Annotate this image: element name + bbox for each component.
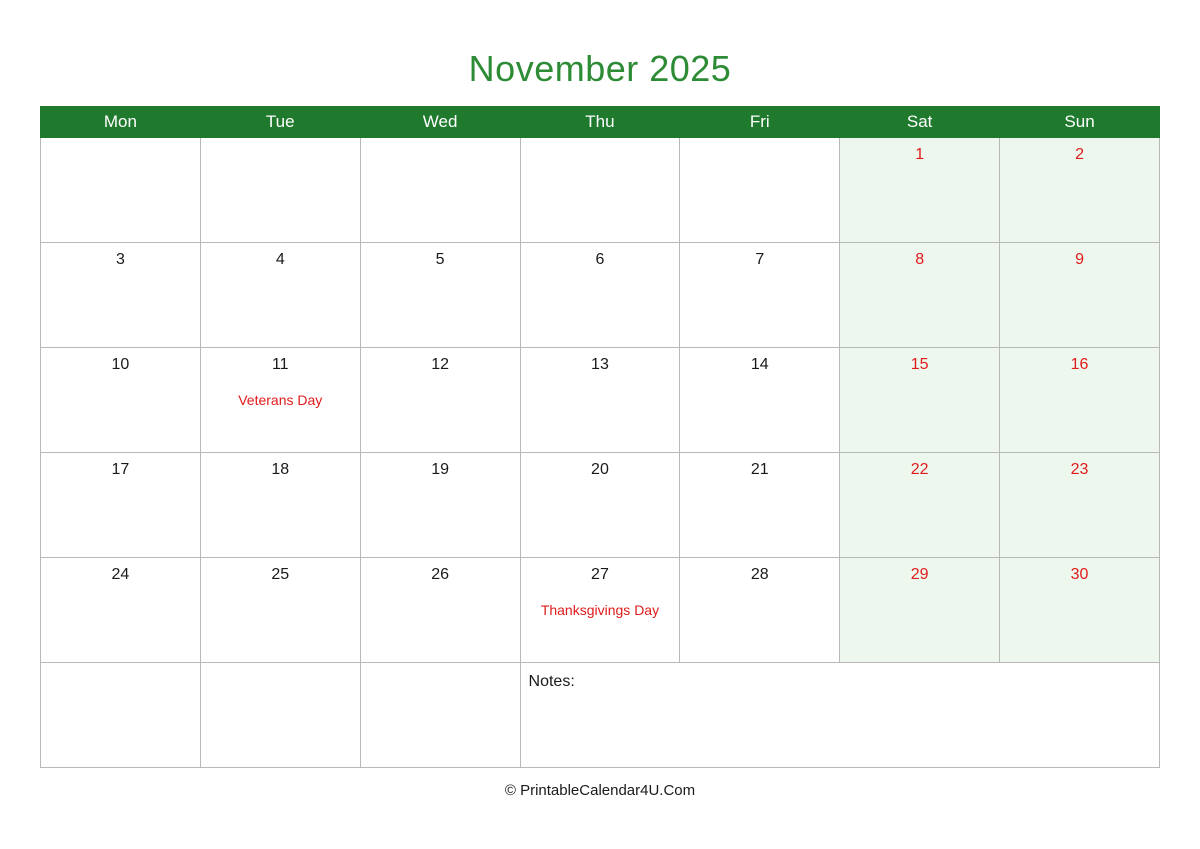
day-event [680,269,839,285]
day-cell[interactable] [360,453,520,558]
page-title: November 2025 [468,48,732,89]
day-event: Thanksgivings Day [540,601,660,618]
day-number: 6 [595,251,605,268]
day-cell[interactable] [520,558,680,663]
weekday-header-tue: Tue [200,107,360,138]
day-number: 1 [915,146,925,163]
day-number: 27 [591,566,609,583]
weekday-header-row [41,107,1160,138]
day-cell[interactable] [360,243,520,348]
day-number: 5 [435,251,445,268]
day-event [41,584,200,600]
weekday-header-sat: Sat [840,107,1000,138]
day-cell[interactable] [360,558,520,663]
day-cell[interactable] [840,138,1000,243]
day-number: 19 [431,461,449,478]
day-cell[interactable] [200,348,360,453]
day-number: 11 [271,356,289,373]
notes-row [41,663,1160,768]
day-event [840,164,999,180]
day-event [41,374,200,390]
day-event [1000,269,1159,285]
calendar-week-row [41,348,1160,453]
notes-blank-cell[interactable] [41,663,201,768]
day-event [41,479,200,495]
day-event [680,584,839,600]
calendar-week-row [41,243,1160,348]
notes-area[interactable] [520,663,1159,768]
day-event [521,146,680,162]
weekday-header-fri: Fri [680,107,840,138]
day-number: 26 [431,566,449,583]
day-cell[interactable] [360,348,520,453]
day-number: 2 [1075,146,1084,163]
day-cell[interactable] [1000,138,1160,243]
day-number: 14 [750,356,769,373]
day-number: 24 [111,566,130,583]
day-cell[interactable] [680,138,840,243]
day-event [361,479,520,495]
day-cell[interactable] [680,243,840,348]
day-cell[interactable] [840,348,1000,453]
day-number: 23 [1070,461,1089,478]
day-event [1000,164,1159,180]
day-cell[interactable] [1000,453,1160,558]
day-cell[interactable] [1000,558,1160,663]
day-number: 10 [111,356,130,373]
day-cell[interactable] [680,558,840,663]
day-event [201,584,360,600]
calendar-week-row [41,138,1160,243]
day-event [361,146,520,162]
day-event [680,374,839,390]
notes-label: Notes: [528,673,575,690]
day-cell[interactable] [1000,348,1160,453]
weekday-header-thu: Thu [520,107,680,138]
day-cell[interactable] [41,243,201,348]
day-cell[interactable] [41,348,201,453]
day-cell[interactable] [840,558,1000,663]
day-number: 21 [750,461,769,478]
day-event [840,584,999,600]
day-event [521,479,680,495]
day-event [361,374,520,390]
day-number: 9 [1075,251,1084,268]
day-event [1000,584,1159,600]
day-number: 22 [910,461,929,478]
notes-blank-cell[interactable] [360,663,520,768]
day-cell[interactable] [200,243,360,348]
notes-blank-cell[interactable] [200,663,360,768]
day-event [840,269,999,285]
weekday-header-wed: Wed [360,107,520,138]
weekday-header-mon: Mon [41,107,201,138]
day-cell[interactable] [200,453,360,558]
day-cell[interactable] [520,348,680,453]
day-cell[interactable] [200,138,360,243]
day-number: 7 [755,251,765,268]
day-cell[interactable] [41,453,201,558]
day-number: 12 [431,356,449,373]
day-event [680,479,839,495]
day-event [361,269,520,285]
day-event: Veterans Day [238,391,323,408]
day-event [521,269,680,285]
day-event [41,269,200,285]
day-cell[interactable] [1000,243,1160,348]
day-cell[interactable] [41,138,201,243]
calendar-week-row [41,558,1160,663]
day-event [1000,479,1159,495]
day-cell[interactable] [520,138,680,243]
day-event [1000,374,1159,390]
day-cell[interactable] [41,558,201,663]
day-event [680,146,839,162]
day-event [840,374,999,390]
day-event [201,269,360,285]
day-number: 16 [1070,356,1089,373]
day-number: 28 [750,566,769,583]
day-cell[interactable] [360,138,520,243]
day-number: 15 [910,356,929,373]
day-cell[interactable] [520,453,680,558]
day-event [840,479,999,495]
day-cell[interactable] [520,243,680,348]
day-number: 4 [275,251,285,268]
day-number: 8 [915,251,925,268]
day-cell[interactable] [840,453,1000,558]
day-number: 3 [115,251,125,268]
day-cell[interactable] [680,453,840,558]
day-event [361,584,520,600]
day-cell[interactable] [680,348,840,453]
day-event [521,374,680,390]
day-cell[interactable] [200,558,360,663]
calendar-grid [40,106,1160,768]
day-event [41,146,200,162]
day-number: 25 [271,566,290,583]
day-cell[interactable] [840,243,1000,348]
day-number: 13 [591,356,609,373]
day-event [201,479,360,495]
day-number: 17 [111,461,130,478]
calendar-week-row [41,453,1160,558]
weekday-header-sun: Sun [1000,107,1160,138]
footer-credit: © PrintableCalendar4U.Com [504,782,696,799]
day-number: 20 [591,461,609,478]
day-number: 30 [1070,566,1089,583]
day-number: 18 [271,461,290,478]
day-event [201,146,360,162]
day-number: 29 [910,566,929,583]
